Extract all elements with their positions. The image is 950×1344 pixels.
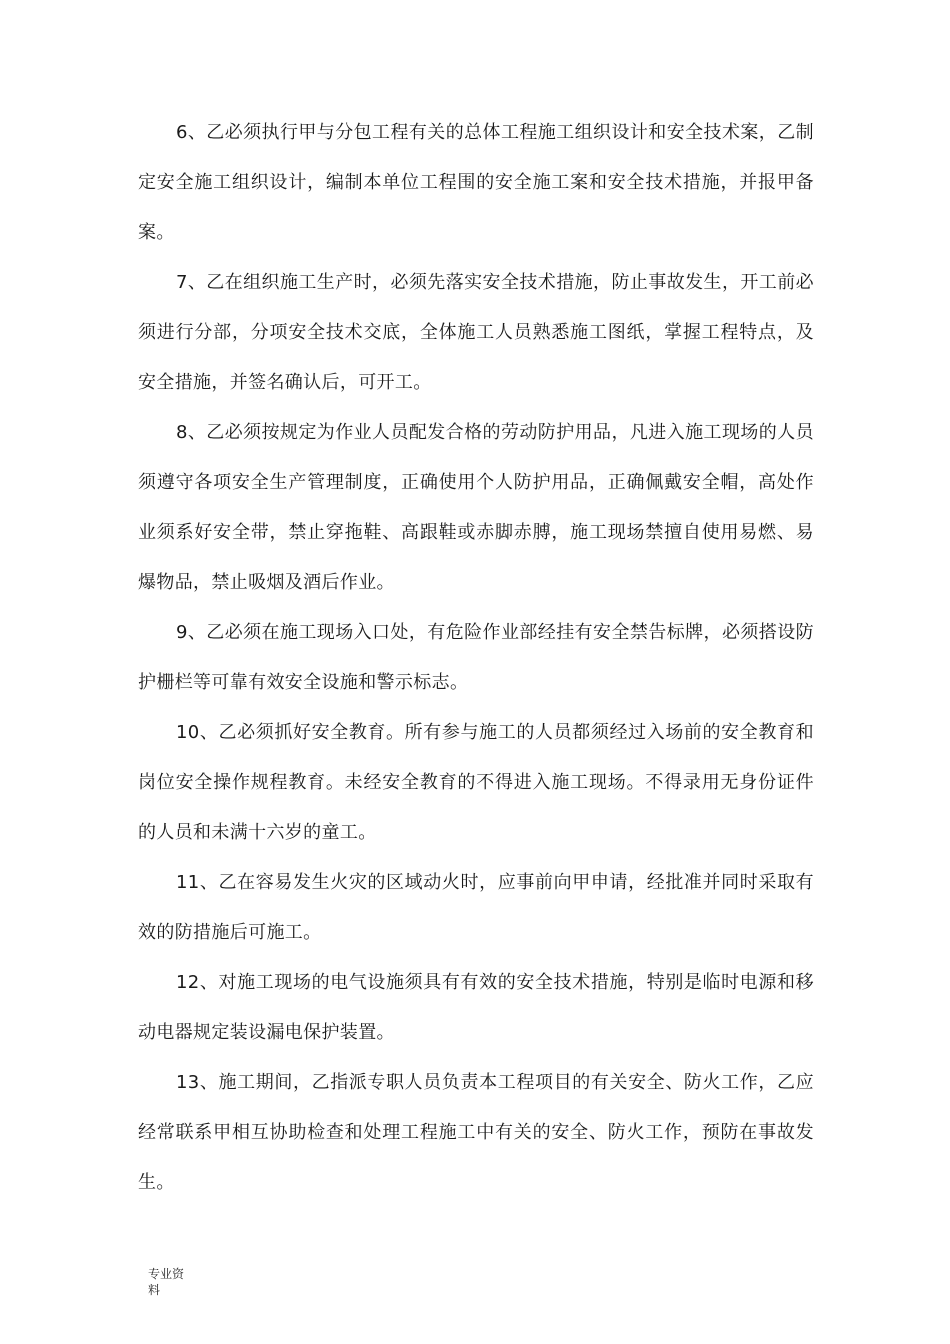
footer-line-2: 料 bbox=[148, 1283, 161, 1297]
clause-8: 8、乙必须按规定为作业人员配发合格的劳动防护用品，凡进入施工现场的人员须遵守各项安全生产管理制度，正确使用个人防护用品，正确佩戴安全帽，高处作业须系好安全带，禁止穿拖鞋、高跟鞋或赤脚赤膊，施工现场禁擅自使用易燃、易爆物品，禁止吸烟及酒后作业。 bbox=[138, 422, 814, 593]
clause-12: 12、对施工现场的电气设施须具有有效的安全技术措施，特别是临时电源和移动电器规定装设漏电保护装置。 bbox=[138, 972, 814, 1043]
clause-13: 13、施工期间，乙指派专职人员负责本工程项目的有关安全、防火工作，乙应经常联系甲相互协助检查和处理工程施工中有关的安全、防火工作，预防在事故发生。 bbox=[138, 1072, 814, 1193]
clause-11: 11、乙在容易发生火灾的区域动火时，应事前向甲申请，经批准并同时采取有效的防措施后可施工。 bbox=[138, 872, 814, 943]
clause-6: 6、乙必须执行甲与分包工程有关的总体工程施工组织设计和安全技术案，乙制定安全施工组织设计，编制本单位工程围的安全施工案和安全技术措施，并报甲备案。 bbox=[138, 122, 814, 243]
page-footer bbox=[148, 1266, 208, 1298]
clause-10: 10、乙必须抓好安全教育。所有参与施工的人员都须经过入场前的安全教育和岗位安全操作规程教育。未经安全教育的不得进入施工现场。不得录用无身份证件的人员和未满十六岁的童工。 bbox=[138, 722, 814, 843]
clause-7: 7、乙在组织施工生产时，必须先落实安全技术措施，防止事故发生，开工前必须进行分部，分项安全技术交底，全体施工人员熟悉施工图纸，掌握工程特点，及安全措施，并签名确认后，可开工。 bbox=[138, 272, 814, 393]
footer-line-1: 专业资 bbox=[148, 1267, 185, 1281]
clause-9: 9、乙必须在施工现场入口处，有危险作业部经挂有安全禁告标牌，必须搭设防护栅栏等可靠有效安全设施和警示标志。 bbox=[138, 622, 814, 693]
document-body bbox=[138, 108, 814, 1208]
